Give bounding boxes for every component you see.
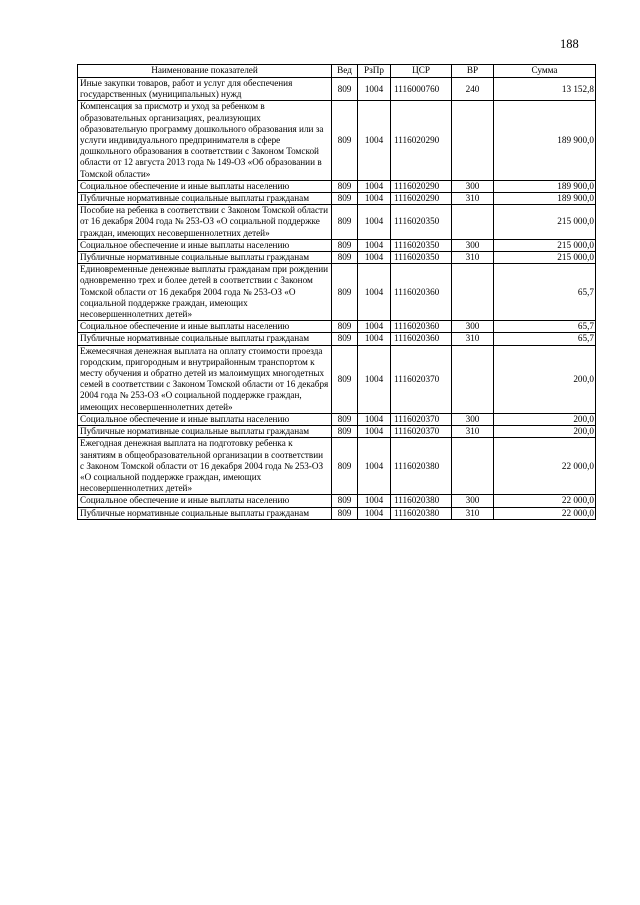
table-row bbox=[78, 78, 596, 101]
table-row bbox=[78, 101, 596, 180]
row-sum-cell: 13 152,8 bbox=[494, 78, 596, 101]
table-row bbox=[78, 507, 596, 519]
row-ved-cell: 809 bbox=[332, 180, 358, 192]
row-vr-cell: 300 bbox=[452, 413, 494, 425]
row-name-cell: Публичные нормативные социальные выплаты гражданам bbox=[78, 507, 332, 519]
row-name-cell: Единовременные денежные выплаты гражданам при рождении одновременно трех и более детей в соответствии с Законом Томской области от 16 декабря 2004 года № 253-ОЗ «О социальной поддержке граждан, имеющих несовершеннолетних детей» bbox=[78, 264, 332, 321]
row-csr-cell: 1116020370 bbox=[391, 426, 452, 438]
row-name-cell: Пособие на ребенка в соответствии с Законом Томской области от 16 декабря 2004 года № 253-ОЗ «О социальной поддержке граждан, имеющих несовершеннолетних детей» bbox=[78, 205, 332, 240]
row-ved-cell: 809 bbox=[332, 101, 358, 180]
row-ved-cell: 809 bbox=[332, 239, 358, 251]
row-csr-cell: 1116020370 bbox=[391, 345, 452, 413]
row-sum-cell: 215 000,0 bbox=[494, 252, 596, 264]
table-row bbox=[78, 239, 596, 251]
page-number: 188 bbox=[560, 37, 579, 51]
row-csr-cell: 1116020350 bbox=[391, 252, 452, 264]
row-vr-cell: 300 bbox=[452, 180, 494, 192]
table-body bbox=[78, 78, 596, 520]
table-row bbox=[78, 495, 596, 507]
row-vr-cell bbox=[452, 101, 494, 180]
row-vr-cell bbox=[452, 438, 494, 495]
row-ved-cell: 809 bbox=[332, 193, 358, 205]
row-vr-cell: 310 bbox=[452, 426, 494, 438]
row-vr-cell: 310 bbox=[452, 193, 494, 205]
row-name-cell: Публичные нормативные социальные выплаты гражданам bbox=[78, 193, 332, 205]
row-csr-cell: 1116020290 bbox=[391, 193, 452, 205]
row-rzpr-cell: 1004 bbox=[358, 345, 391, 413]
row-sum-cell: 189 900,0 bbox=[494, 180, 596, 192]
row-csr-cell: 1116020370 bbox=[391, 413, 452, 425]
table-row bbox=[78, 333, 596, 345]
row-rzpr-cell: 1004 bbox=[358, 193, 391, 205]
row-name-cell: Публичные нормативные социальные выплаты гражданам bbox=[78, 333, 332, 345]
row-name-cell: Социальное обеспечение и иные выплаты населению bbox=[78, 413, 332, 425]
row-rzpr-cell: 1004 bbox=[358, 252, 391, 264]
table-row bbox=[78, 321, 596, 333]
row-ved-cell: 809 bbox=[332, 78, 358, 101]
table-row bbox=[78, 205, 596, 240]
row-rzpr-cell: 1004 bbox=[358, 507, 391, 519]
row-rzpr-cell: 1004 bbox=[358, 495, 391, 507]
table-row bbox=[78, 438, 596, 495]
row-ved-cell: 809 bbox=[332, 333, 358, 345]
row-rzpr-cell: 1004 bbox=[358, 413, 391, 425]
row-csr-cell: 1116020350 bbox=[391, 205, 452, 240]
row-sum-cell: 22 000,0 bbox=[494, 495, 596, 507]
row-vr-cell: 300 bbox=[452, 495, 494, 507]
row-sum-cell: 200,0 bbox=[494, 413, 596, 425]
row-sum-cell: 215 000,0 bbox=[494, 239, 596, 251]
table-row bbox=[78, 345, 596, 413]
row-ved-cell: 809 bbox=[332, 507, 358, 519]
row-name-cell: Публичные нормативные социальные выплаты гражданам bbox=[78, 252, 332, 264]
row-rzpr-cell: 1004 bbox=[358, 438, 391, 495]
row-csr-cell: 1116020360 bbox=[391, 321, 452, 333]
row-rzpr-cell: 1004 bbox=[358, 239, 391, 251]
row-ved-cell: 809 bbox=[332, 413, 358, 425]
row-csr-cell: 1116000760 bbox=[391, 78, 452, 101]
row-ved-cell: 809 bbox=[332, 205, 358, 240]
row-ved-cell: 809 bbox=[332, 438, 358, 495]
row-name-cell: Ежегодная денежная выплата на подготовку ребенка к занятиям в общеобразовательной организации в соответствии с Законом Томской области от 16 декабря 2004 года № 253-ОЗ «О социальной поддержке граждан, имеющих несовершеннолетних детей» bbox=[78, 438, 332, 495]
row-name-cell: Социальное обеспечение и иные выплаты населению bbox=[78, 495, 332, 507]
row-rzpr-cell: 1004 bbox=[358, 101, 391, 180]
row-rzpr-cell: 1004 bbox=[358, 264, 391, 321]
row-sum-cell: 65,7 bbox=[494, 321, 596, 333]
row-sum-cell: 22 000,0 bbox=[494, 438, 596, 495]
column-header-rzpr: РзПр bbox=[358, 65, 391, 78]
table-row bbox=[78, 264, 596, 321]
column-header-csr: ЦСР bbox=[391, 65, 452, 78]
row-name-cell: Социальное обеспечение и иные выплаты населению bbox=[78, 321, 332, 333]
budget-table bbox=[77, 64, 596, 520]
table-row bbox=[78, 426, 596, 438]
row-rzpr-cell: 1004 bbox=[358, 205, 391, 240]
table-row bbox=[78, 413, 596, 425]
row-ved-cell: 809 bbox=[332, 252, 358, 264]
row-sum-cell: 65,7 bbox=[494, 333, 596, 345]
table-row bbox=[78, 180, 596, 192]
row-vr-cell bbox=[452, 205, 494, 240]
row-name-cell: Компенсация за присмотр и уход за ребенком в образовательных организациях, реализующих образовательную программу дошкольного образования или за услуги индивидуального предпринимателя в сфере дошкольного образования в соответствии с Законом Томской области от 12 августа 2013 года № 149-ОЗ «Об образовании в Томской области» bbox=[78, 101, 332, 180]
row-vr-cell: 300 bbox=[452, 321, 494, 333]
row-csr-cell: 1116020380 bbox=[391, 438, 452, 495]
row-rzpr-cell: 1004 bbox=[358, 333, 391, 345]
row-vr-cell: 240 bbox=[452, 78, 494, 101]
table-row bbox=[78, 193, 596, 205]
row-csr-cell: 1116020290 bbox=[391, 101, 452, 180]
row-rzpr-cell: 1004 bbox=[358, 78, 391, 101]
row-sum-cell: 189 900,0 bbox=[494, 101, 596, 180]
row-csr-cell: 1116020360 bbox=[391, 264, 452, 321]
row-vr-cell: 310 bbox=[452, 333, 494, 345]
row-sum-cell: 22 000,0 bbox=[494, 507, 596, 519]
row-vr-cell bbox=[452, 264, 494, 321]
row-sum-cell: 65,7 bbox=[494, 264, 596, 321]
row-sum-cell: 189 900,0 bbox=[494, 193, 596, 205]
row-ved-cell: 809 bbox=[332, 321, 358, 333]
row-ved-cell: 809 bbox=[332, 345, 358, 413]
row-csr-cell: 1116020380 bbox=[391, 507, 452, 519]
row-rzpr-cell: 1004 bbox=[358, 426, 391, 438]
row-name-cell: Ежемесячная денежная выплата на оплату стоимости проезда городским, пригородным и внутрирайонным транспортом к месту обучения и обратно детей из малоимущих многодетных семей в соответствии с Законом Томской области от 16 декабря 2004 года № 253-ОЗ «О социальной поддержке граждан, имеющих несовершеннолетних детей» bbox=[78, 345, 332, 413]
row-csr-cell: 1116020290 bbox=[391, 180, 452, 192]
row-rzpr-cell: 1004 bbox=[358, 180, 391, 192]
row-vr-cell: 310 bbox=[452, 252, 494, 264]
row-csr-cell: 1116020360 bbox=[391, 333, 452, 345]
row-vr-cell: 310 bbox=[452, 507, 494, 519]
row-name-cell: Социальное обеспечение и иные выплаты населению bbox=[78, 180, 332, 192]
row-ved-cell: 809 bbox=[332, 495, 358, 507]
row-ved-cell: 809 bbox=[332, 264, 358, 321]
row-ved-cell: 809 bbox=[332, 426, 358, 438]
column-header-sum: Сумма bbox=[494, 65, 596, 78]
row-vr-cell bbox=[452, 345, 494, 413]
row-vr-cell: 300 bbox=[452, 239, 494, 251]
column-header-name: Наименование показателей bbox=[78, 65, 332, 78]
column-header-ved: Вед bbox=[332, 65, 358, 78]
row-rzpr-cell: 1004 bbox=[358, 321, 391, 333]
row-name-cell: Публичные нормативные социальные выплаты гражданам bbox=[78, 426, 332, 438]
column-header-vr: ВР bbox=[452, 65, 494, 78]
row-sum-cell: 200,0 bbox=[494, 426, 596, 438]
row-name-cell: Иные закупки товаров, работ и услуг для обеспечения государственных (муниципальных) нужд bbox=[78, 78, 332, 101]
row-sum-cell: 215 000,0 bbox=[494, 205, 596, 240]
row-name-cell: Социальное обеспечение и иные выплаты населению bbox=[78, 239, 332, 251]
table-header-row bbox=[78, 65, 596, 78]
table-row bbox=[78, 252, 596, 264]
row-csr-cell: 1116020380 bbox=[391, 495, 452, 507]
row-sum-cell: 200,0 bbox=[494, 345, 596, 413]
row-csr-cell: 1116020350 bbox=[391, 239, 452, 251]
